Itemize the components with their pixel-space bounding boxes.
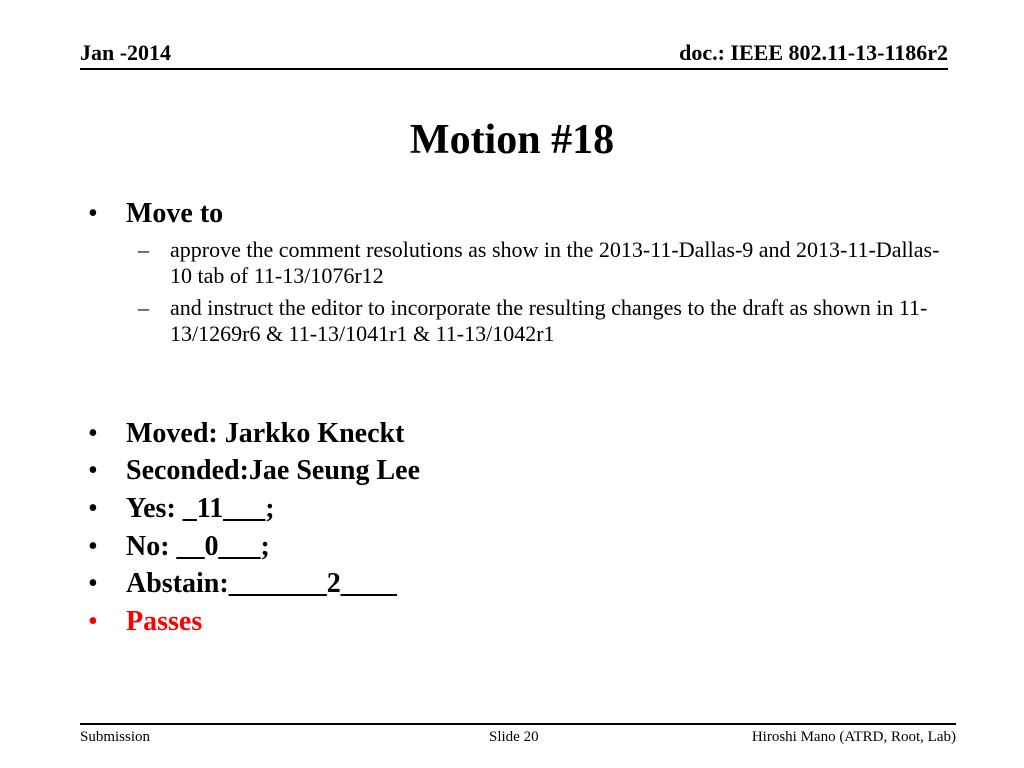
result-text: Passes <box>126 606 203 637</box>
footer-submission: Submission <box>80 729 151 745</box>
bullet-icon: • <box>88 493 98 524</box>
footer-author: Hiroshi Mano (ATRD, Root, Lab) <box>751 729 956 745</box>
bullet-icon: • <box>88 606 98 637</box>
dash-icon: – <box>138 295 149 320</box>
bullet-icon: • <box>88 568 98 599</box>
bullet-text: Moved: Jarkko Kneckt <box>126 418 405 449</box>
dash-icon: – <box>138 237 149 262</box>
bullet-text: Move to <box>126 198 224 229</box>
header-date: Jan -2014 <box>80 40 172 65</box>
slide-title: Motion #18 <box>409 117 615 163</box>
bullet-icon: • <box>88 418 98 449</box>
sub-item-approve <box>138 237 948 289</box>
footer-slide-number: Slide 20 <box>489 729 539 745</box>
bullet-icon: • <box>88 531 98 562</box>
bullet-icon: • <box>88 198 98 229</box>
bullet-text: No: __0___; <box>126 531 270 562</box>
bullet-text: Yes: _11___; <box>126 493 275 524</box>
bullet-icon: • <box>88 455 98 486</box>
sub-item-instruct <box>138 295 948 347</box>
sub-item-text: approve the comment resolutions as show in the 2013-11-Dallas-9 and 2013-11-Dallas-10 tab of 11-13/1076r12 <box>170 237 940 288</box>
header-doc-id: doc.: IEEE 802.11-13-1186r2 <box>679 40 948 65</box>
bullet-text: Seconded:Jae Seung Lee <box>126 455 420 486</box>
header-divider <box>80 68 948 70</box>
sub-item-text: and instruct the editor to incorporate the resulting changes to the draft as shown in 11-13/1269r6 & 11-13/1041r1 & 11-13/1042r1 <box>170 295 928 346</box>
footer-divider <box>80 723 956 725</box>
bullet-text: Abstain:_______2____ <box>126 568 397 599</box>
